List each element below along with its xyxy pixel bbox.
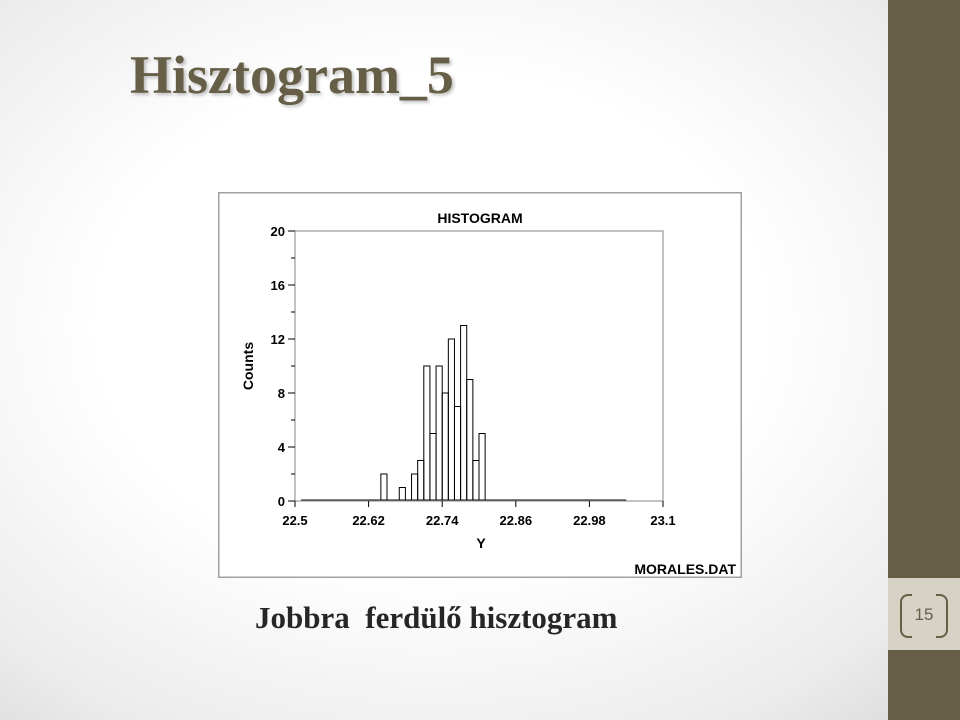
x-tick-label: 22.98 [573, 513, 606, 528]
x-tick-label: 22.5 [282, 513, 308, 528]
slide-caption: Jobbra ferdülő hisztogram [255, 600, 618, 635]
y-tick-label: 4 [277, 440, 285, 455]
y-tick-label: 0 [277, 494, 285, 509]
slide-title: Hisztogram_5 [130, 45, 454, 105]
x-tick-label: 22.74 [425, 513, 459, 528]
chart-title: HISTOGRAM [437, 210, 523, 226]
y-tick-label: 8 [277, 386, 285, 401]
histogram-svg [218, 192, 742, 578]
y-axis-label: Counts [240, 341, 256, 391]
bracket-right-icon [936, 594, 948, 638]
page-number [896, 594, 952, 636]
y-tick-label: 16 [270, 278, 285, 293]
y-tick-label: 12 [270, 332, 285, 347]
x-tick-label: 23.1 [650, 513, 676, 528]
y-tick-label: 20 [270, 224, 285, 239]
page-number-text: 15 [914, 605, 934, 624]
x-tick-label: 22.86 [499, 513, 533, 528]
dataset-label: MORALES.DAT [634, 561, 736, 577]
x-axis-label: Y [476, 535, 486, 551]
x-tick-label: 22.62 [352, 513, 385, 528]
histogram-chart [218, 192, 742, 578]
bracket-left-icon [900, 594, 912, 638]
